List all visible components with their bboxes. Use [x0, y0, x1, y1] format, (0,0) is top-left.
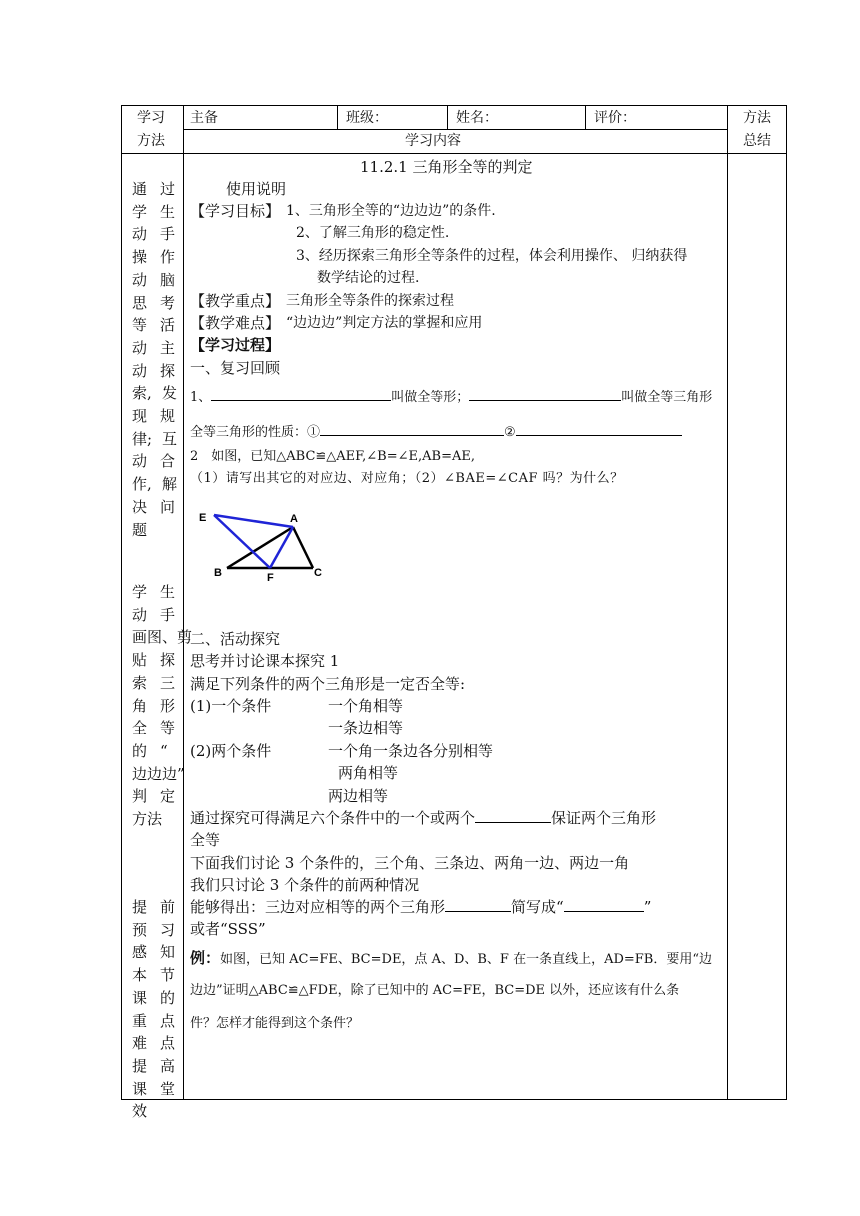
left-column-char: 索 [132, 673, 148, 692]
sss-or: 或者“SSS” [190, 920, 266, 938]
left-column-char: 思 [132, 293, 148, 312]
process-label: 【学习过程】 [190, 336, 281, 354]
sss-blank-b[interactable] [564, 897, 644, 912]
table-right-border [786, 105, 787, 1100]
goal-label: 【学习目标】 [190, 202, 281, 220]
condition-1-b: 一条边相等 [328, 719, 404, 737]
segment-AC [293, 527, 313, 568]
left-column-char: 定 [160, 787, 176, 806]
left-column-char: 动 [132, 338, 148, 357]
left-column-char: 主 [160, 338, 176, 357]
condition-2-c: 两边相等 [328, 787, 389, 805]
key-point-label: 【教学重点】 [190, 292, 281, 310]
header-study-label-1: 学习 [137, 110, 165, 126]
discuss-line: 思考并讨论课本探究 1 [190, 652, 340, 670]
difficulty-label: 【教学难点】 [190, 314, 281, 332]
question-2: 2 如图，已知△ABC≌△AEF,∠B=∠E,AB=AE, [190, 449, 475, 464]
header-study-label-2: 方法 [137, 133, 165, 149]
left-column-char: 作 [160, 248, 176, 267]
properties-blank-a[interactable] [320, 421, 504, 436]
condition-1-label: (1)一个条件 [190, 697, 272, 715]
left-column-char: 活 [160, 316, 176, 335]
col-divider-2 [727, 105, 728, 1100]
left-column-char: 题 [132, 520, 148, 539]
left-column-char: 贴 [132, 651, 148, 670]
left-column-char: 索, [132, 384, 152, 403]
example-line-3: 件？怎样才能得到这个条件？ [190, 1016, 360, 1031]
left-column-char: 手 [160, 605, 176, 624]
header-row-divider-2 [121, 153, 787, 154]
label-B: B [214, 567, 222, 579]
key-point-text: 三角形全等条件的探索过程 [286, 293, 454, 309]
sss-blank-a[interactable] [445, 897, 511, 912]
left-column-char: 方法 [132, 810, 163, 828]
page-title: 11.2.1 三角形全等的判定 [360, 158, 533, 176]
left-column-char: 探 [160, 651, 176, 670]
left-column-char: 边 [132, 764, 148, 783]
usage-heading: 使用说明 [226, 180, 287, 198]
explore-blank[interactable] [475, 808, 551, 823]
left-column-char: 通 [132, 180, 148, 198]
left-column-char: 难 [132, 1034, 148, 1053]
left-column-char: 互 [162, 429, 178, 448]
left-column-char: 提 [132, 898, 148, 916]
left-column-char: 发 [162, 384, 178, 403]
left-column-char: 考 [160, 293, 176, 312]
left-column-char: 动 [132, 452, 148, 471]
left-column-char: 生 [160, 583, 176, 601]
left-column-char: 习 [160, 920, 176, 939]
discuss-three-b: 我们只讨论 3 个条件的前两种情况 [190, 876, 420, 894]
left-column-char: 点 [160, 1034, 176, 1053]
example-text-1: 如图，已知 AC=FE、BC=DE，点 A、D、B、F 在一条直线上，AD=FB．要用“边 [220, 952, 713, 967]
segment-BA [227, 527, 293, 568]
sss-end: ” [643, 898, 652, 916]
left-column-char: “ [160, 741, 168, 760]
left-column-char: 动 [132, 605, 148, 624]
left-column-char: 手 [160, 225, 176, 244]
review-heading: 一、复习回顾 [190, 359, 281, 377]
left-column-char: 判 [132, 787, 148, 806]
left-column-char: 课 [132, 988, 148, 1007]
left-column-char: 动 [132, 225, 148, 244]
condition-2-a: 一个角一条边各分别相等 [328, 742, 494, 760]
triangle-figure [196, 506, 326, 586]
left-column-char: 等 [160, 719, 176, 738]
header-zhubei: 主备 [190, 110, 218, 126]
left-column-char: 过 [160, 180, 176, 198]
difficulty-text: “边边边”判定方法的掌握和应用 [286, 315, 483, 331]
left-column-char: 画图、 [132, 628, 178, 647]
header-content-label: 学习内容 [405, 133, 461, 149]
header-name-field: 姓名： [456, 110, 498, 126]
left-column-char: 动 [132, 270, 148, 289]
left-column-char: 问 [160, 497, 176, 516]
left-column-char: 全 [132, 719, 148, 738]
question-1-blank-a[interactable] [211, 386, 391, 401]
properties-prefix: 全等三角形的性质：① [190, 425, 321, 440]
header-class-field: 班级： [346, 110, 388, 126]
goal-item-3-cont: 数学结论的过程. [317, 270, 420, 286]
left-column-char: 律; [132, 429, 153, 448]
left-column-char: 知 [160, 943, 176, 962]
left-column-char: 预 [132, 920, 148, 939]
goal-item-2: 2、了解三角形的稳定性. [296, 225, 450, 241]
left-column-char: 作, [132, 475, 152, 494]
left-column-char: 的 [160, 988, 176, 1007]
sss-line [190, 896, 651, 918]
left-column-char: 解 [162, 475, 178, 494]
left-column-char: 边边” [147, 764, 185, 783]
left-column-char: 规 [160, 407, 176, 425]
left-column-char: 角 [132, 696, 148, 715]
explore-line [190, 807, 656, 829]
left-column-char: 效 [132, 1102, 148, 1121]
question-1-blank-b[interactable] [469, 386, 621, 401]
left-column-char: 脑 [160, 270, 176, 289]
question-1 [190, 386, 712, 408]
left-column-char: 节 [160, 966, 176, 985]
header-summary-label-1: 方法 [743, 110, 771, 126]
header-rating-field: 评价： [594, 110, 636, 126]
left-column-char: 前 [160, 898, 176, 916]
left-column-char: 高 [160, 1056, 176, 1075]
left-column-char: 的 [132, 741, 148, 760]
left-column-char: 学 [132, 202, 148, 221]
header-row-divider-1 [183, 129, 728, 130]
properties-blank-b[interactable] [516, 421, 682, 436]
header-cell-divider-c [585, 105, 586, 130]
example-line-1 [190, 948, 712, 970]
left-column-char: 感 [132, 943, 148, 962]
congruent-properties [190, 421, 682, 443]
left-column-char: 重 [132, 1011, 148, 1030]
header-cell-divider-a [337, 105, 338, 130]
goal-item-3: 3、经历探索三角形全等条件的过程，体会利用操作、 归纳获得 [296, 248, 688, 264]
discuss-three: 下面我们讨论 3 个条件的，三个角、三条边、两角一边、两边一角 [190, 854, 630, 872]
left-column-char: 探 [160, 361, 176, 380]
left-column-char: 形 [160, 696, 176, 715]
goal-item-1: 1、三角形全等的“边边边”的条件. [286, 203, 496, 219]
left-column-char: 操 [132, 248, 148, 267]
activity-heading: 二、活动探究 [190, 630, 281, 648]
condition-2-label: (2)两个条件 [190, 742, 272, 760]
condition-2-b: 两角相等 [338, 764, 399, 782]
left-column-char: 生 [160, 202, 176, 221]
sss-mid: 简写成“ [511, 898, 564, 916]
left-column-char: 提 [132, 1056, 148, 1075]
table-left-border [121, 105, 122, 1100]
explore-prefix: 通过探究可得满足六个条件中的一个或两个 [190, 809, 476, 827]
header-summary-label-2: 总结 [743, 133, 771, 149]
label-A: A [290, 513, 298, 525]
question-1-mid: 叫做全等形； [391, 390, 470, 405]
col-divider-1 [183, 105, 184, 1100]
left-column-char: 等 [132, 316, 148, 335]
explore-end: 全等 [190, 831, 221, 849]
left-column-char: 剪 [177, 628, 193, 647]
left-column-char: 堂 [160, 1079, 176, 1098]
properties-mid: ② [504, 425, 516, 440]
label-F: F [267, 572, 274, 584]
example-label: 例： [190, 949, 221, 967]
explore-suffix: 保证两个三角形 [551, 809, 657, 827]
left-column-char: 现 [132, 407, 148, 425]
label-E: E [199, 512, 207, 524]
question-2-sub: （1）请写出其它的对应边、对应角；（2）∠BAE=∠CAF 吗？为什么？ [190, 471, 624, 486]
left-column-char: 本 [132, 966, 148, 985]
left-column-char: 合 [160, 452, 176, 471]
question-1-prefix: 1、 [190, 390, 212, 405]
label-C: C [314, 567, 322, 579]
condition-1-a: 一个角相等 [328, 697, 404, 715]
header-cell-divider-b [447, 105, 448, 130]
sss-prefix: 能够得出：三边对应相等的两个三角形 [190, 898, 446, 916]
question-1-end: 叫做全等三角形 [621, 390, 713, 405]
left-column-char: 决 [132, 497, 148, 516]
left-column-char: 三 [160, 673, 176, 692]
left-column-char: 点 [160, 1011, 176, 1030]
table-top-border [121, 105, 787, 106]
table-bottom-border [121, 1099, 787, 1100]
example-line-2: 边边”证明△ABC≌△FDE，除了已知中的 AC=FE，BC=DE 以外，还应该有什么条 [190, 983, 680, 998]
left-column-char: 动 [132, 361, 148, 380]
left-column-char: 学 [132, 583, 148, 601]
left-column-char: 课 [132, 1079, 148, 1098]
condition-intro: 满足下列条件的两个三角形是一定否全等: [190, 675, 466, 693]
